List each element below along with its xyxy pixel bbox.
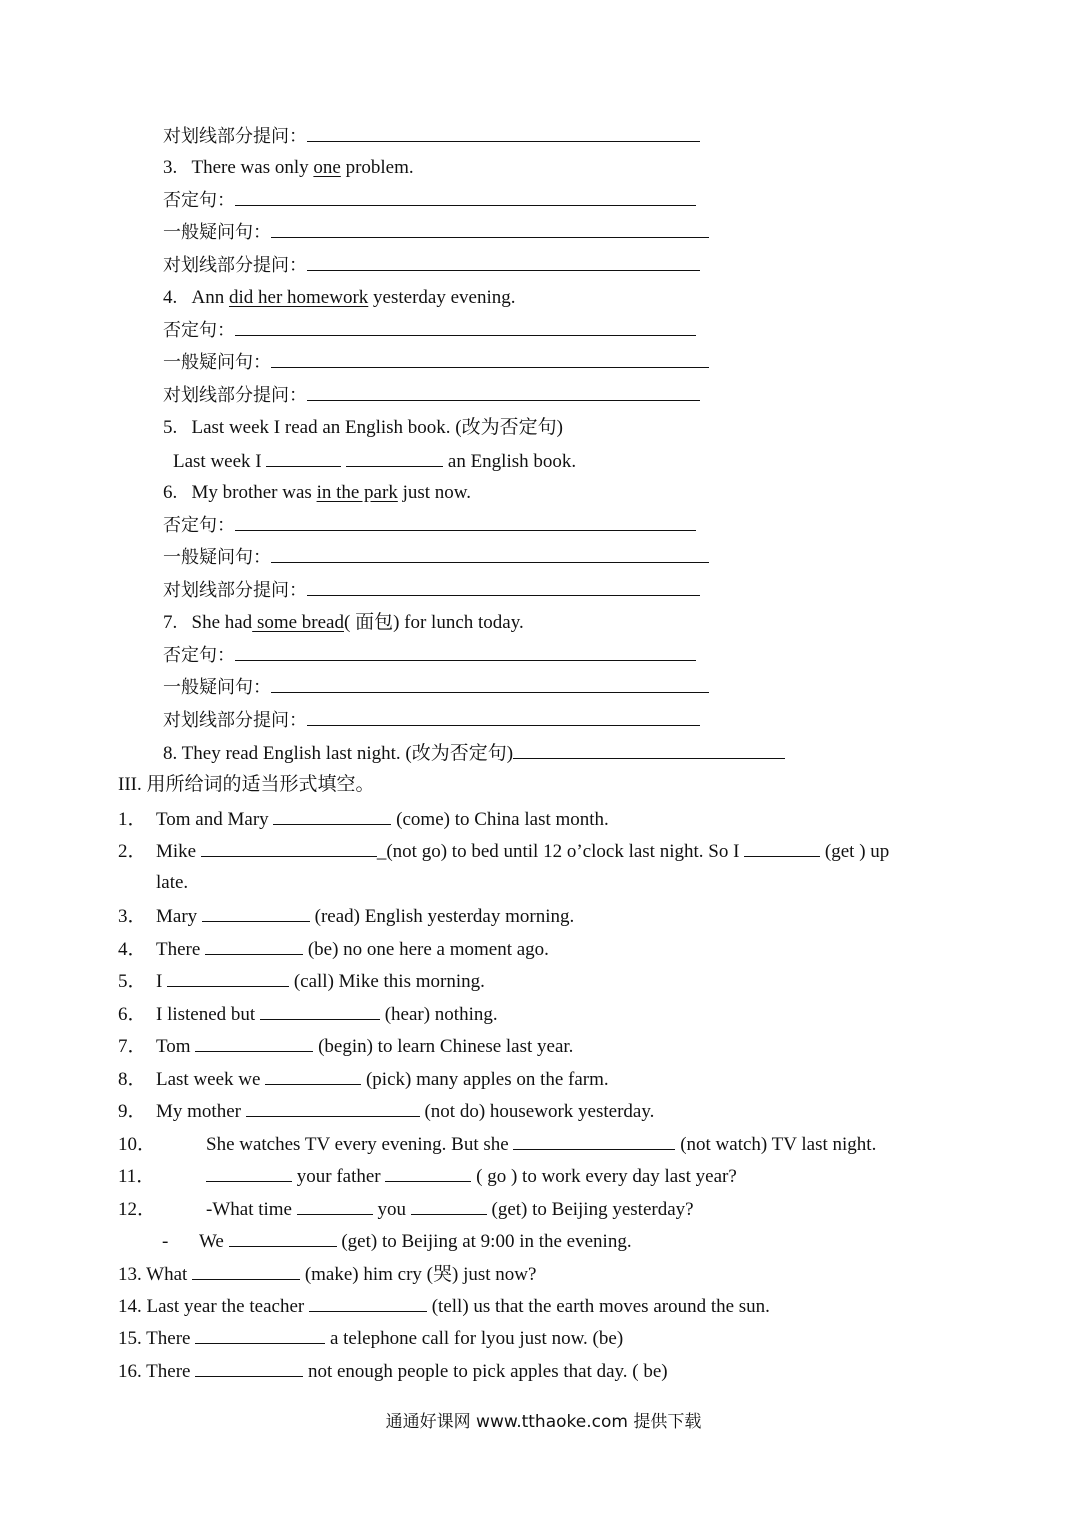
fill-item-2-continued: late. [156,872,189,893]
fill-item-11 [118,1164,737,1189]
item-number: 7． [118,1036,147,1057]
answer-blank[interactable] [385,1164,471,1182]
answer-blank[interactable] [195,1326,325,1344]
question-8 [163,741,785,766]
item-number: 12． [118,1199,157,1220]
fill-item-6 [118,1002,498,1027]
answer-blank[interactable] [195,1034,313,1052]
question-text: just now. [397,482,472,503]
general-question-row [163,350,709,375]
item-text: There [156,939,201,960]
answer-blank[interactable] [307,124,700,142]
fill-item-8 [118,1067,609,1092]
fill-item-1 [118,807,609,832]
dash-mark: - [162,1231,169,1252]
underlined-text: some bread [252,612,344,633]
fill-item-16 [118,1359,668,1384]
question-5 [163,416,563,440]
item-text: Mary [156,906,198,927]
fill-item-12-reply [162,1229,632,1254]
answer-blank[interactable] [195,1359,303,1377]
negative-label: 否定句： [163,320,235,341]
answer-text: Last week I [173,451,262,472]
item-text: Last week we [156,1069,261,1090]
item-number: 4． [118,939,147,960]
answer-blank[interactable] [513,1132,675,1150]
item-text: your father [296,1166,381,1187]
item-number: 15. There [118,1328,191,1349]
negative-row [163,643,696,668]
footer-credit: 通通好课网 www.tthaoke.com 提供下载 [385,1412,702,1432]
item-number: 8． [118,1069,147,1090]
item-text: (be) no one here a moment ago. [307,939,549,960]
answer-blank[interactable] [307,383,700,401]
question-text: There was only [191,157,314,178]
item-text: (hear) nothing. [384,1004,498,1025]
item-text: I [156,971,163,992]
answer-blank[interactable] [229,1229,337,1247]
question-text: problem. [340,157,414,178]
answer-blank[interactable] [307,578,700,596]
item-text: (pick) many apples on the farm. [365,1069,609,1090]
item-text: (not watch) TV last night. [680,1134,877,1155]
question-text: Ann [191,287,229,308]
item-text: (come) to China last month. [396,809,609,830]
item-text: (get ) up [824,841,890,862]
answer-blank[interactable] [235,643,696,661]
question-5-answer [173,449,576,474]
fill-item-2 [118,839,889,864]
fill-item-14 [118,1294,770,1319]
question-3 [163,156,414,180]
general-question-row [163,545,709,570]
question-number: 5. [163,417,178,438]
fill-item-3 [118,904,574,929]
fill-item-7 [118,1034,573,1059]
fill-item-5 [118,969,485,994]
fill-item-10 [118,1132,876,1157]
answer-blank[interactable] [744,839,820,857]
item-text: -What time [206,1199,292,1220]
answer-blank[interactable] [260,1002,380,1020]
answer-blank[interactable] [167,969,289,987]
special-question-label: 对划线部分提问： [163,126,307,147]
question-text: She had [191,612,253,633]
answer-blank[interactable] [411,1197,487,1215]
fill-item-4 [118,937,549,962]
item-text: Tom [156,1036,191,1057]
answer-blank[interactable] [206,1164,292,1182]
item-text: not enough people to pick apples that day. ( be) [307,1361,668,1382]
section-heading: III. 用所给词的适当形式填空。 [118,774,375,795]
underlined-text: did her homework [228,287,369,308]
general-question-row [163,675,709,700]
question-6 [163,481,471,505]
answer-blank[interactable] [513,741,785,759]
item-text: I listened but [156,1004,256,1025]
item-text: (tell) us that the earth moves around the sun. [431,1296,770,1317]
answer-blank[interactable] [271,220,709,238]
question-4 [163,286,516,310]
question-text: 8. They read English last night. (改为否定句) [163,743,514,764]
item-text: (call) Mike this morning. [293,971,485,992]
answer-blank[interactable] [202,904,310,922]
question-7 [163,611,524,635]
item-text: Mike [156,841,197,862]
item-text: Tom and Mary [156,809,269,830]
item-text: you [377,1199,406,1220]
item-text: (read) English yesterday morning. [314,906,575,927]
general-question-label: 一般疑问句： [163,352,271,373]
item-text: (begin) to learn Chinese last year. [318,1036,574,1057]
question-text: ( 面包) for lunch today. [344,612,524,633]
answer-blank[interactable] [235,188,696,206]
item-text: (get) to Beijing yesterday? [491,1199,694,1220]
answer-blank[interactable] [235,513,696,531]
question-text: My brother was [191,482,317,503]
answer-blank[interactable] [266,449,341,467]
special-question-label: 对划线部分提问： [163,710,307,731]
special-question-row [163,578,700,603]
question-text: yesterday evening. [368,287,516,308]
question-number: 4. [163,287,178,308]
fill-item-15 [118,1326,623,1351]
fill-item-9 [118,1099,654,1124]
special-question-row [163,253,700,278]
item-text: (not do) housework yesterday. [424,1101,655,1122]
answer-blank[interactable] [265,1067,361,1085]
general-question-label: 一般疑问句： [163,547,271,568]
item-number: 9． [118,1101,147,1122]
fill-item-13 [118,1262,536,1287]
question-number: 3. [163,157,178,178]
answer-blank[interactable] [235,318,696,336]
item-text: My mother [156,1101,241,1122]
question-number: 6. [163,482,178,503]
general-question-row [163,220,709,245]
underlined-text: one [313,157,341,178]
question-number: 7. [163,612,178,633]
answer-blank[interactable] [273,807,391,825]
item-text: We [199,1231,224,1252]
item-number: 10． [118,1134,157,1155]
item-text: _(not go) to bed until 12 o’clock last night. So I [376,841,740,862]
item-number: 2． [118,841,147,862]
answer-blank[interactable] [271,675,709,693]
item-number: 3． [118,906,147,927]
item-number: 14. Last year the teacher [118,1296,305,1317]
item-text: She watches TV every evening. But she [206,1134,509,1155]
negative-label: 否定句： [163,190,235,211]
item-number: 1． [118,809,147,830]
answer-blank[interactable] [271,545,709,563]
answer-blank[interactable] [271,350,709,368]
answer-blank[interactable] [201,839,377,857]
question-text: Last week I read an English book. (改为否定句) [191,417,563,438]
underlined-text: in the park [316,482,398,503]
answer-blank[interactable] [309,1294,427,1312]
answer-blank[interactable] [307,253,700,271]
answer-blank[interactable] [205,937,303,955]
answer-text: an English book. [447,451,577,472]
answer-blank[interactable] [246,1099,420,1117]
negative-row [163,318,696,343]
item-text: (get) to Beijing at 9:00 in the evening. [341,1231,632,1252]
answer-blank[interactable] [346,449,443,467]
special-question-label: 对划线部分提问： [163,385,307,406]
item-text: (make) him cry (哭) just now? [304,1264,537,1285]
item-number: 11． [118,1166,156,1187]
item-number: 13. What [118,1264,188,1285]
item-number: 6． [118,1004,147,1025]
special-question-label: 对划线部分提问： [163,580,307,601]
item-number: 16. There [118,1361,191,1382]
negative-row [163,188,696,213]
general-question-label: 一般疑问句： [163,677,271,698]
answer-blank[interactable] [307,708,700,726]
negative-label: 否定句： [163,515,235,536]
special-question-row [163,383,700,408]
special-question-label: 对划线部分提问： [163,255,307,276]
negative-row [163,513,696,538]
general-question-label: 一般疑问句： [163,222,271,243]
answer-blank[interactable] [297,1197,373,1215]
negative-label: 否定句： [163,645,235,666]
special-question-row [163,708,700,733]
special-question-row [163,124,700,149]
item-number: 5． [118,971,147,992]
fill-item-12 [118,1197,694,1222]
item-text: a telephone call for lyou just now. (be) [329,1328,624,1349]
item-text: ( go ) to work every day last year? [476,1166,737,1187]
answer-blank[interactable] [192,1262,300,1280]
